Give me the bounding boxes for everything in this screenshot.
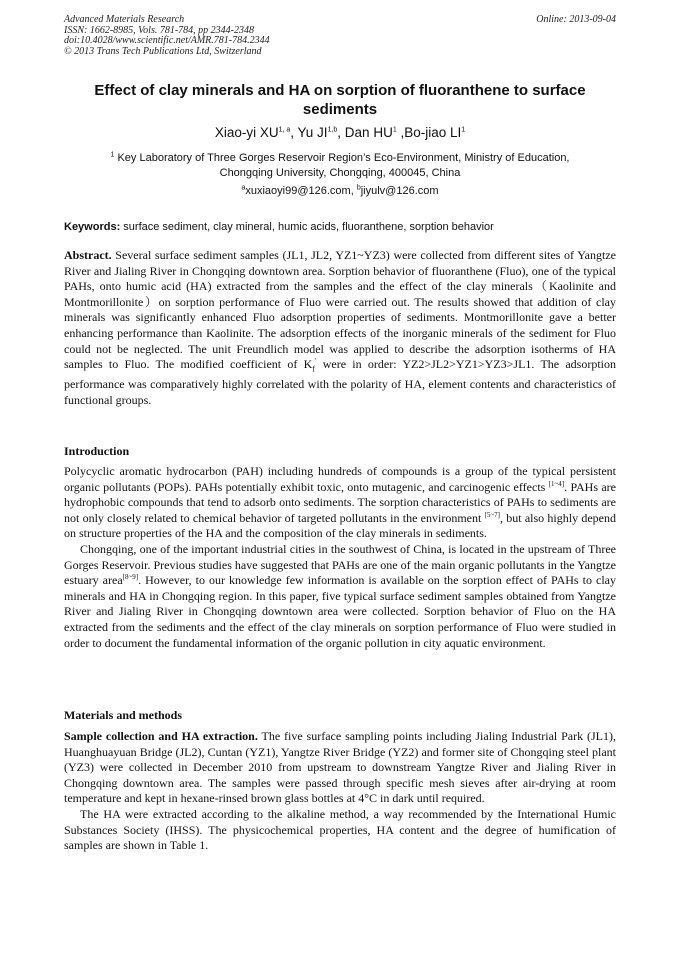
author-sup: 1 <box>392 126 397 134</box>
paper-title <box>64 82 616 119</box>
title-line-2: sediments <box>302 100 378 118</box>
author-name: , Yu JI <box>290 125 328 140</box>
keywords <box>64 220 616 234</box>
title-line-1: Effect of clay minerals and HA on sorption of fluoranthene to surface <box>94 82 586 99</box>
methods-section <box>64 729 616 854</box>
online-date: Online: 2013-09-04 <box>536 14 616 25</box>
paragraph: Chongqing, one of the important industrial cities in the southwest of China, is located in the upstream of Three Gorges Reservoir. Previous studies have suggested that PAHs are one of the main organic pollutants in the Yangtze estuary area[8~9]. However, to our knowledge few information is available on the sorption effect of PAHs to clay minerals and HA in Chongqing region. In this paper, five typical surface sediment samples obtained from Yangtze River and Jialing River in Chongqing downtown area were collected. Sorption behavior of Fluo on the HA extracted from the sediments and the effect of the clay minerals on sorption performance of Fluo were studied in order to document the fundamental information of the organic pollution in city aquatic environment. <box>64 541 616 650</box>
author-list <box>64 124 616 141</box>
keywords-text: surface sediment, clay mineral, humic acids, fluoranthene, sorption behavior <box>120 221 494 233</box>
author-name: ,Bo-jiao LI <box>396 125 462 140</box>
citation: [5~7] <box>484 510 501 519</box>
citation: [8~9] <box>122 573 139 582</box>
kf-subscript: f <box>312 364 315 374</box>
section-heading-introduction: Introduction <box>64 444 130 458</box>
journal-copyright: © 2013 Trans Tech Publications Ltd, Switzerland <box>64 45 262 57</box>
email-sup: b <box>356 184 361 192</box>
journal-header <box>64 15 616 57</box>
kf-prime: ′ <box>314 357 317 366</box>
author-sup: 1 <box>461 126 466 134</box>
author-name: Xiao-yi XU <box>214 125 279 140</box>
email-link[interactable]: xuxiaoyi99@126.com, <box>245 185 357 197</box>
author-sup: 1, a <box>278 126 291 134</box>
author-name: , Dan HU <box>337 125 393 140</box>
affiliation-line-1: Key Laboratory of Three Gorges Reservoir Region’s Eco-Environment, Ministry of Education, <box>114 152 570 164</box>
email-link[interactable]: jiyulv@126.com <box>360 185 439 197</box>
affiliation-line-2: Chongqing University, Chongqing, 400045, China <box>219 166 461 179</box>
subsection-heading: Sample collection and HA extraction. <box>64 729 258 743</box>
email-sup: a <box>241 184 246 192</box>
keywords-label: Keywords: <box>64 221 121 233</box>
abstract-text: Several surface sediment samples (JL1, JL2, YZ1~YZ3) were collected from different sites of Yangtze River and Jialing River in Chongqing downtown area. Sorption behavior of fluoranthene (Fluo), one of the typical PAHs, onto humic acid (HA) extracted from the samples and the effect of the clay minerals（Kaolinite and Montmorillonite）on sorption performance of Fluo were carried out. The results showed that addition of clay minerals was significantly enhanced Fluo adsorption properties of sediments. Montmorillonite gave a better enhancing performance than Kaolinite. The adsorption effects of the inorganic minerals of the sediment for Fluo could not be neglected. The unit Freundlich model was applied to describe the adsorption isotherms of HA samples to Fluo. The modified coefficient of K <box>64 248 616 372</box>
journal-doi: doi:10.4028/www.scientific.net/AMR.781-784.2344 <box>64 35 270 46</box>
paragraph: The HA were extracted according to the alkaline method, a way recommended by the International Humic Substances Society (IHSS). The physicochemical properties, HA content and the degree of humification of samples are shown in Table 1. <box>64 806 616 853</box>
journal-issn: ISSN: 1662-8985, Vols. 781-784, pp 2344-2348 <box>64 24 254 36</box>
author-emails <box>64 184 616 198</box>
paragraph: Polycyclic aromatic hydrocarbon (PAH) including hundreds of compounds is a group of the typical persistent organic pollutants (POPs). PAHs potentially exhibit toxic, onto mutagenic, and carcinogenic effects [1~4]. PAHs are hydrophobic compounds that tend to adsorb onto sediments. The sorption characteristics of PAHs to sediments are not only closely related to chemical behavior of targeted pollutants in the environment [5~7], but also highly depend on structure properties of the HA and the composition of the clay minerals in sediments. <box>64 464 616 541</box>
abstract-label: Abstract. <box>64 248 112 262</box>
citation: [1~4] <box>548 479 565 488</box>
abstract-text: were in order: YZ2>JL2>YZ1>YZ3>JL1. The adsorption performance was comparatively highly correlated with the polarity of HA, element contents and characteristics of functional groups. <box>64 357 617 407</box>
introduction-section <box>64 464 616 651</box>
affiliation-sup: 1 <box>110 151 115 159</box>
abstract <box>64 248 616 408</box>
journal-name: Advanced Materials Research <box>64 14 185 25</box>
paragraph: Sample collection and HA extraction. The five surface sampling points including Jialing Industrial Park (JL1), Huanghuayuan Bridge (JL2), Cuntan (YZ1), Yangtze River Bridge (YZ2) and former site of Chongqing steel plant (YZ3) were collected in December 2010 from upstream to downstream Yangtze River and Jialing River in Chongqing downtown area. The samples were passed through specific mesh sieves after air-drying at room temperature and kept in hexane-rinsed brown glass bottles at 4°C in dark until required. <box>64 729 616 806</box>
author-sup: 1,b <box>327 126 338 134</box>
affiliation <box>64 151 616 180</box>
section-heading-methods: Materials and methods <box>64 708 182 722</box>
